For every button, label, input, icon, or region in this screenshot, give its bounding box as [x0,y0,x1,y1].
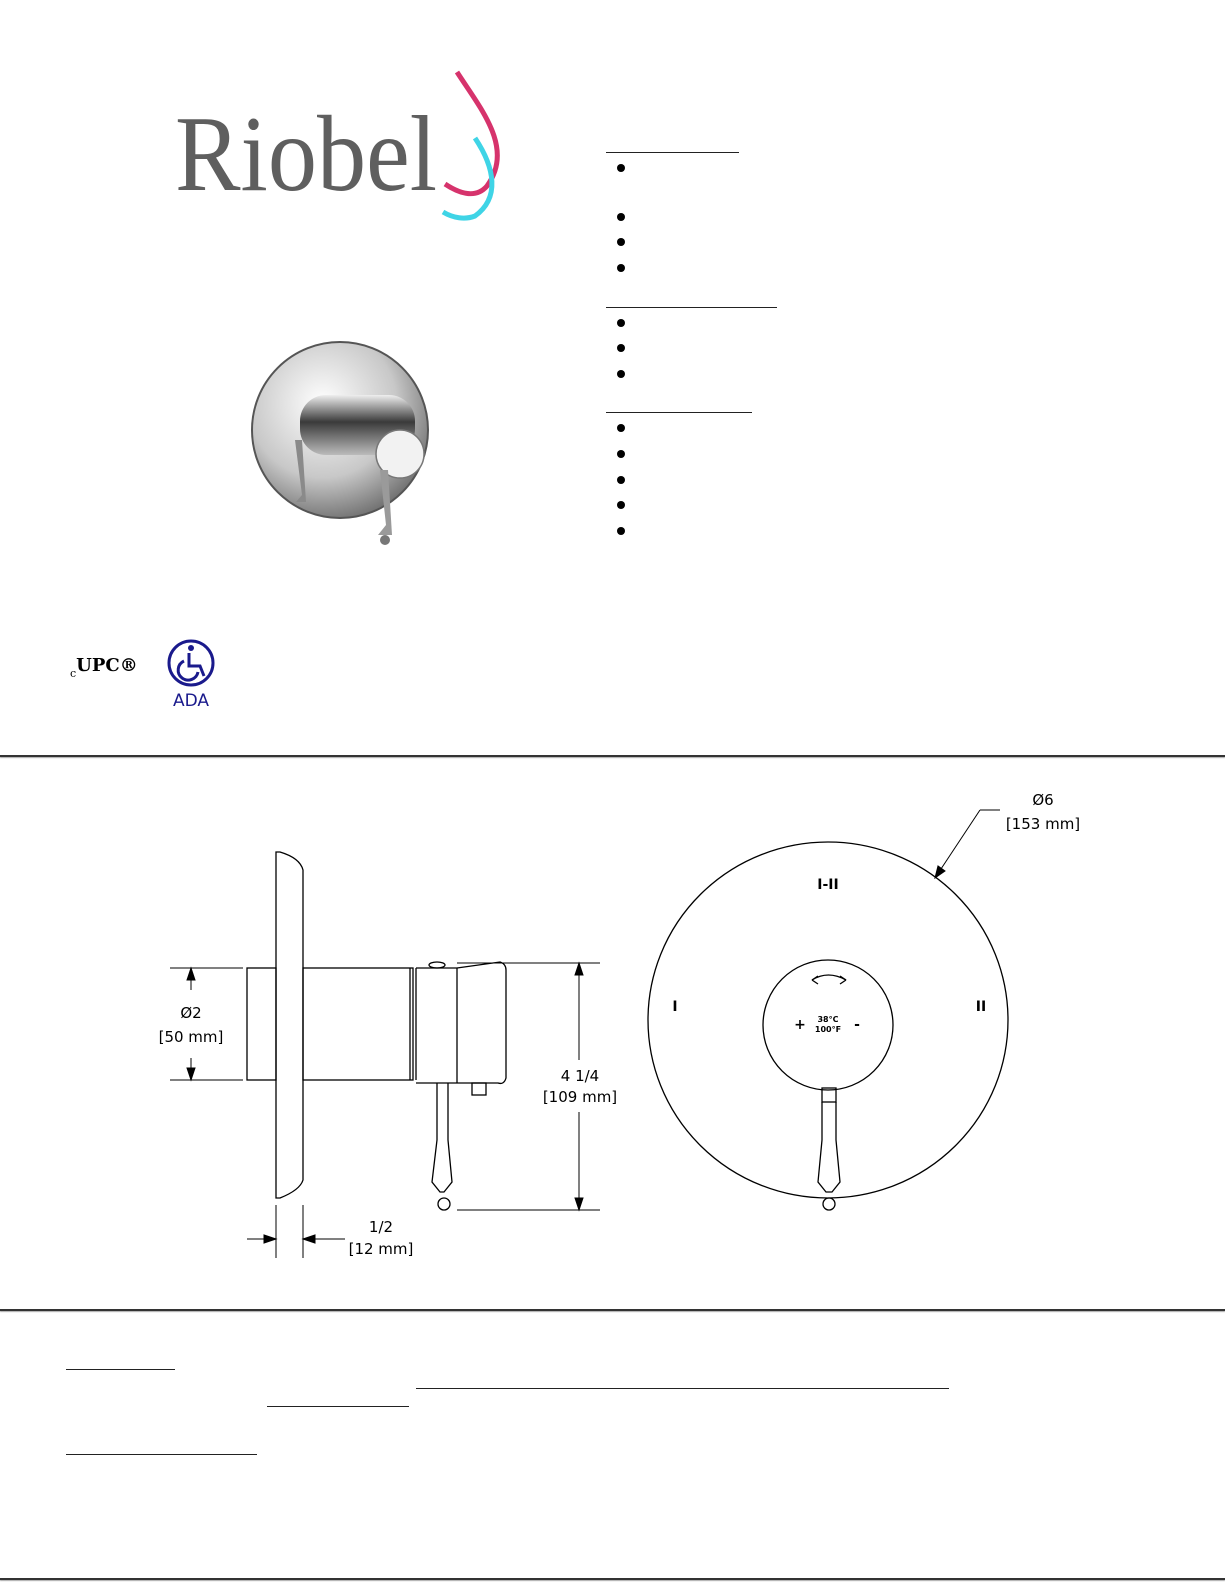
position-label-top: I-II [817,877,839,893]
bottom-link-underline-1 [416,1388,949,1389]
bullet [617,319,625,327]
side-body [247,968,276,1080]
bottom-section-1-underline [66,1369,175,1370]
dim-body-diameter-mm: [50 mm] [158,1028,224,1046]
side-plate [276,852,303,1198]
cupc-certification: $_c$UPC® [70,655,138,680]
dim-thickness: 1/2 [368,1218,394,1236]
side-lever [432,1083,452,1192]
product-photo [240,330,440,555]
side-sleeve [303,968,413,1080]
bullet [617,264,625,272]
dim-height: 4 1/4 [560,1067,600,1085]
bullet [617,213,625,221]
bullet [617,424,625,432]
dim-body-diameter: Ø2 [180,1004,202,1022]
bullet [617,370,625,378]
bullet [617,501,625,509]
logo-wordmark: Riobel [175,95,437,214]
section-3-underline [606,412,752,413]
front-lever [818,1102,840,1192]
ada-badge [158,638,228,713]
dim-plate-diameter-mm: [153 mm] [1005,815,1081,833]
technical-drawing [0,760,1225,1305]
bullet [617,476,625,484]
wheelchair-icon [178,645,204,680]
bullet [617,164,625,172]
plus-label: + [794,1017,806,1033]
dim-thickness-mm: [12 mm] [348,1240,414,1258]
position-label-right: II [975,999,987,1015]
section-2-underline [606,307,777,308]
section-1-underline [606,152,739,153]
side-cap [416,962,506,1083]
position-label-left: I [672,999,678,1015]
dim-height-mm: [109 mm] [542,1088,618,1106]
bottom-link-underline-2 [267,1406,409,1407]
bullet [617,450,625,458]
bottom-divider [0,1578,1225,1580]
minus-label: - [854,1017,860,1033]
dim-plate-diameter: Ø6 [1032,791,1054,809]
bullet [617,238,625,246]
temp-fahrenheit: 100°F [814,1025,842,1034]
bullet [617,527,625,535]
top-divider [0,755,1225,757]
bullet [617,344,625,352]
middle-divider [0,1309,1225,1311]
riobel-logo [175,68,515,223]
bottom-section-2-underline [66,1454,257,1455]
ada-label: ADA [172,691,210,711]
temp-celsius: 38°C [817,1015,839,1024]
